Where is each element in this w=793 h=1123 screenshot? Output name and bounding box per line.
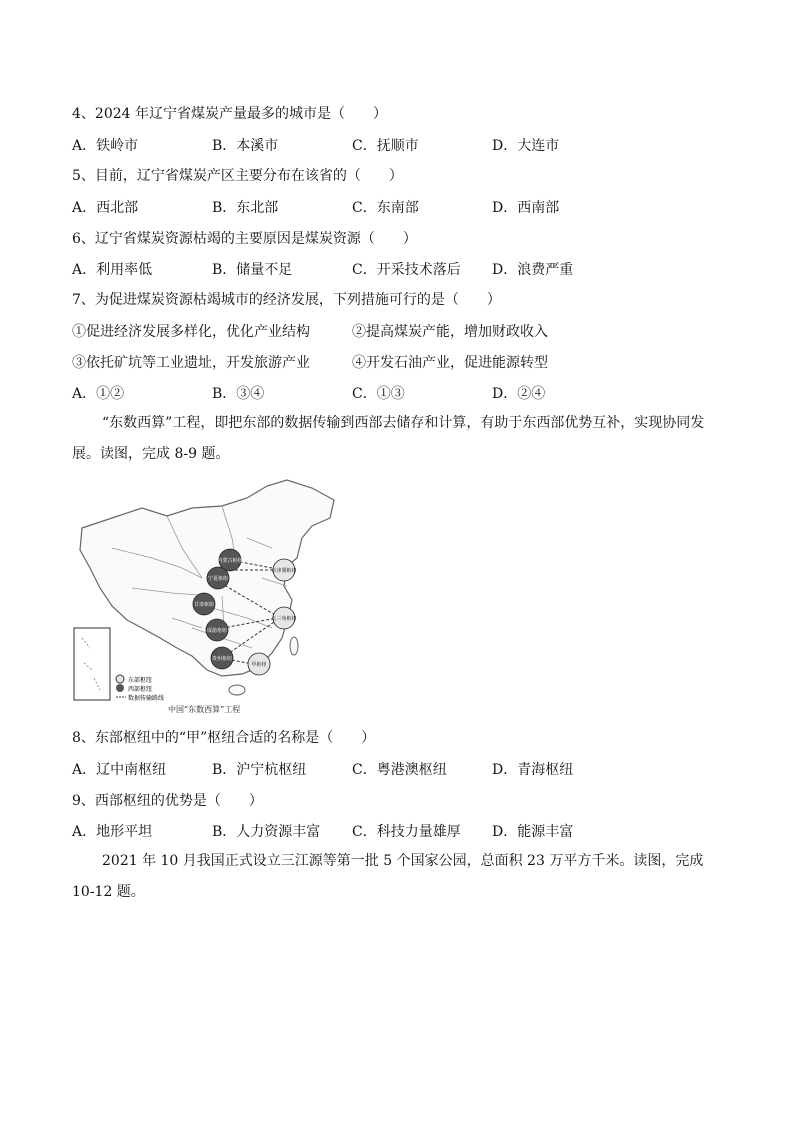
q8-option-d: D．青海枢纽 (492, 762, 574, 778)
q7-option-c: C．①③ (352, 386, 405, 402)
q7-statement-2: ②提高煤炭产能，增加财政收入 (352, 324, 548, 340)
question-7-stem: 7、为促进煤炭资源枯竭城市的经济发展，下列措施可行的是（ ） (72, 292, 501, 308)
question-6-stem: 6、辽宁省煤炭资源枯竭的主要原因是煤炭资源（ ） (72, 231, 417, 247)
q7-option-b: B．③④ (212, 386, 265, 402)
south-sea-inset (74, 628, 110, 700)
q4-option-c: C．抚顺市 (352, 138, 419, 154)
china-east-west-map (72, 478, 340, 718)
hub-node-label: 京津冀枢纽 (271, 568, 297, 574)
map-legend (116, 675, 164, 702)
q8-option-a: A．辽中南枢纽 (72, 762, 167, 778)
question-4-stem: 4、2024 年辽宁省煤炭产量最多的城市是（ ） (72, 106, 387, 122)
q8-option-b: B．沪宁杭枢纽 (212, 762, 307, 778)
hub-node-label: 成渝枢纽 (206, 628, 228, 634)
question-8-stem: 8、东部枢纽中的“甲”枢纽合适的名称是（ ） (72, 730, 376, 746)
q9-option-d: D．能源丰富 (492, 824, 574, 840)
q7-statement-1: ①促进经济发展多样化，优化产业结构 (72, 324, 310, 340)
q8-option-c: C．粤港澳枢纽 (352, 762, 447, 778)
q4-option-a: A．铁岭市 (72, 138, 139, 154)
hub-node-label: 长三角枢纽 (271, 616, 297, 622)
hub-node-label: 宁夏枢纽 (207, 576, 229, 582)
q7-statement-4: ④开发石油产业，促进能源转型 (352, 355, 548, 371)
q7-option-a: A．①② (72, 386, 125, 402)
hainan-island (229, 685, 245, 695)
q6-option-a: A．利用率低 (72, 262, 153, 278)
q6-option-c: C．开采技术落后 (352, 262, 461, 278)
legend-west: 西部枢纽 (128, 686, 153, 693)
q7-option-d: D．②④ (492, 386, 546, 402)
question-9-stem: 9、西部枢纽的优势是（ ） (72, 793, 263, 809)
legend-route: 数据传输路线 (128, 695, 165, 702)
legend-east: 东部枢纽 (128, 677, 153, 684)
q6-option-b: B．储量不足 (212, 262, 293, 278)
hub-node-label: 甘肃枢纽 (193, 602, 215, 608)
q6-option-d: D．浪费严重 (492, 262, 574, 278)
q5-option-c: C．东南部 (352, 200, 419, 216)
hub-node-label: 内蒙古枢纽 (217, 558, 243, 564)
hub-node-label: 贵州枢纽 (211, 656, 233, 662)
q5-option-b: B．东北部 (212, 200, 279, 216)
taiwan-island (290, 637, 298, 655)
q9-option-c: C．科技力量雄厚 (352, 824, 461, 840)
map-caption: 中国“东数西算”工程 (168, 705, 241, 714)
passage-east-west: “东数西算”工程，即把东部的数据传输到西部去储存和计算，有助于东西部优势互补，实现协同发展。读图，完成 8-9 题。 (72, 415, 705, 462)
q4-option-b: B．本溪市 (212, 138, 279, 154)
passage-sanjiangyuan: 2021 年 10 月我国正式设立三江源等第一批 5 个国家公园，总面积 23 万平方千米。读图，完成 10-12 题。 (72, 853, 704, 900)
hub-node-label: 甲枢纽 (251, 662, 267, 668)
q5-option-a: A．西北部 (72, 200, 139, 216)
q5-option-d: D．西南部 (492, 200, 560, 216)
q7-statement-3: ③依托矿坑等工业遗址，开发旅游产业 (72, 355, 310, 371)
q9-option-a: A．地形平坦 (72, 824, 153, 840)
question-5-stem: 5、目前，辽宁省煤炭产区主要分布在该省的（ ） (72, 168, 403, 184)
q9-option-b: B．人力资源丰富 (212, 824, 321, 840)
q4-option-d: D．大连市 (492, 138, 560, 154)
